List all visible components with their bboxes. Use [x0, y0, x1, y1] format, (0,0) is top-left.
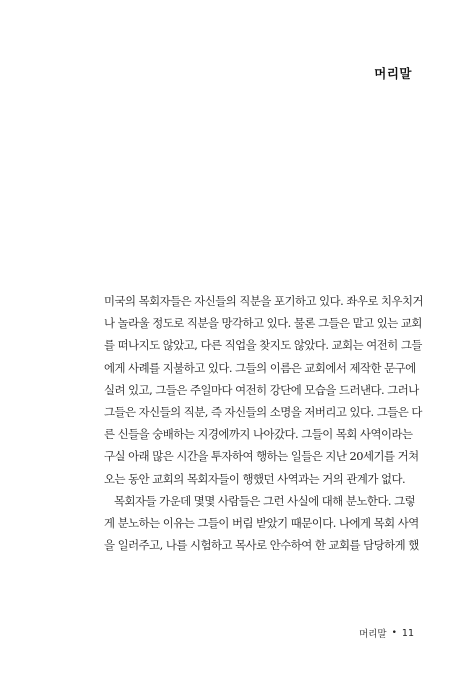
text-line: 미국의 목회자들은 자신들의 직분을 포기하고 있다. 좌우로 치우치거 — [104, 294, 424, 308]
page-footer — [359, 626, 414, 640]
text-line: 실려 있고, 그들은 주일마다 여전히 강단에 모습을 드러낸다. 그러나 — [104, 382, 419, 397]
page-number: 11 — [401, 627, 414, 639]
chapter-title: 머리말 — [374, 66, 412, 81]
text-line: 게 분노하는 이유는 그들이 버림 받았기 때문이다. 나에게 목회 사역 — [104, 515, 419, 530]
text-line: 오는 동안 교회의 목회자들이 행했던 사역과는 거의 관계가 없다. — [104, 471, 406, 486]
text-line: 를 떠나지도 않았고, 다른 직업을 찾지도 않았다. 교회는 여전히 그들 — [104, 338, 422, 353]
running-title: 머리말 — [359, 629, 387, 640]
text-line: 나 놀라울 정도로 직분을 망각하고 있다. 물론 그들은 맡고 있는 교회 — [104, 316, 422, 331]
text-line: 을 일러주고, 나를 시험하고 목사로 안수하여 한 교회를 담당하게 했 — [104, 538, 419, 553]
text-line-paragraph-start: 목회자들 가운데 몇몇 사람들은 그런 사실에 대해 분노한다. 그렇 — [114, 493, 416, 508]
text-line: 그들은 자신들의 직분, 즉 자신들의 소명을 저버리고 있다. 그들은 다 — [104, 404, 422, 419]
text-line: 구실 아래 많은 시간을 투자하여 행하는 일들은 지난 20세기를 거쳐 — [104, 449, 419, 464]
text-line: 에게 사례를 지불하고 있다. 그들의 이름은 교회에서 제작한 문구에 — [104, 360, 416, 375]
bullet-separator: • — [391, 628, 397, 638]
text-line: 른 신들을 숭배하는 지경에까지 나아갔다. 그들이 목회 사역이라는 — [104, 427, 413, 442]
body-text — [104, 290, 424, 556]
